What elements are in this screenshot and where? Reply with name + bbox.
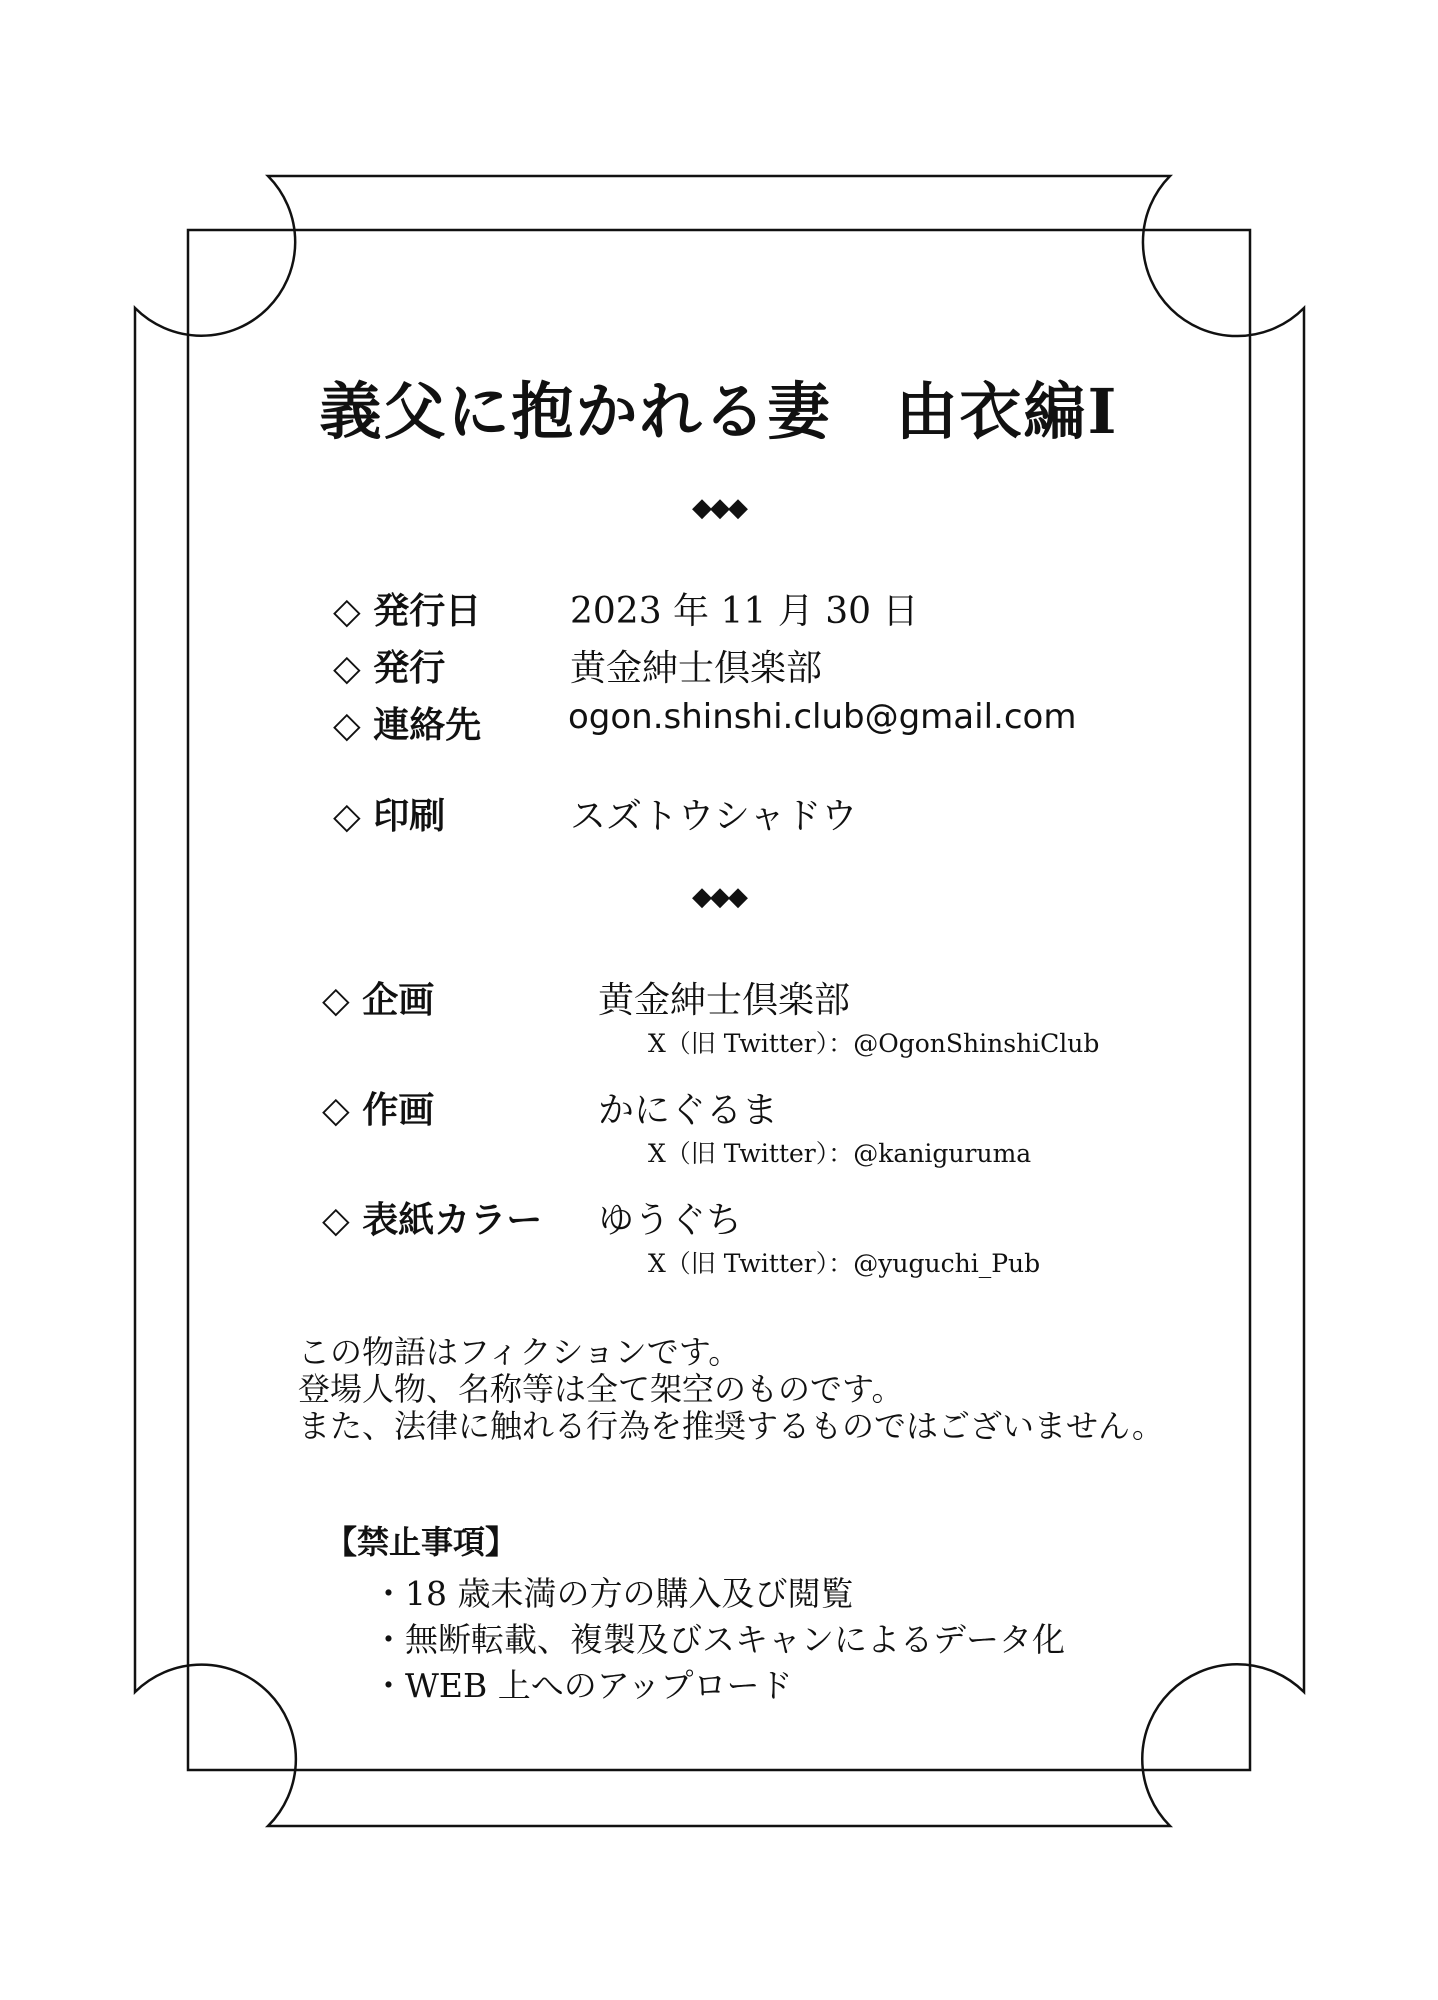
- colophon-label: ◇ 印刷: [333, 795, 446, 837]
- credit-sns: X（旧 Twitter）：@kaniguruma: [648, 1139, 1032, 1168]
- credit-label: ◇ 表紙カラー: [322, 1199, 543, 1241]
- colophon-label: ◇ 発行日: [333, 590, 482, 632]
- credit-name: かにぐるま: [598, 1090, 779, 1131]
- credit-label: ◇ 企画: [322, 979, 435, 1021]
- credit-name: ゆうぐち: [598, 1200, 743, 1241]
- colophon-label: ◇ 発行: [333, 647, 446, 689]
- notice-line: また、法律に触れる行為を推奨するものではございません。: [298, 1407, 1164, 1445]
- divider-top: ◆◆◆: [692, 493, 746, 523]
- colophon-value: スズトウシャドウ: [570, 796, 858, 837]
- prohibited-title: 【禁止事項】: [325, 1523, 518, 1561]
- prohibited-item: ・18 歳未満の方の購入及び閲覧: [372, 1574, 854, 1613]
- credit-sns: X（旧 Twitter）：@yuguchi_Pub: [648, 1249, 1041, 1278]
- notice-line: この物語はフィクションです。: [298, 1333, 741, 1371]
- credit-label: ◇ 作画: [322, 1089, 435, 1131]
- contact-email: ogon.shinshi.club@gmail.com: [568, 697, 1077, 737]
- prohibited-item: ・WEB 上へのアップロード: [372, 1666, 793, 1705]
- book-title: 義父に抱かれる妻 由衣編Ⅰ: [319, 375, 1119, 448]
- colophon-value: 黄金紳士倶楽部: [570, 648, 823, 689]
- divider-bottom: ◆◆◆: [692, 882, 746, 912]
- colophon-value: 2023 年 11 月 30 日: [570, 591, 919, 632]
- prohibited-item: ・無断転載、複製及びスキャンによるデータ化: [372, 1620, 1065, 1659]
- notice-line: 登場人物、名称等は全て架空のものです。: [298, 1370, 904, 1408]
- credit-name: 黄金紳士倶楽部: [598, 980, 851, 1021]
- colophon-label: ◇ 連絡先: [333, 704, 482, 746]
- credit-sns: X（旧 Twitter）：@OgonShinshiClub: [648, 1029, 1100, 1058]
